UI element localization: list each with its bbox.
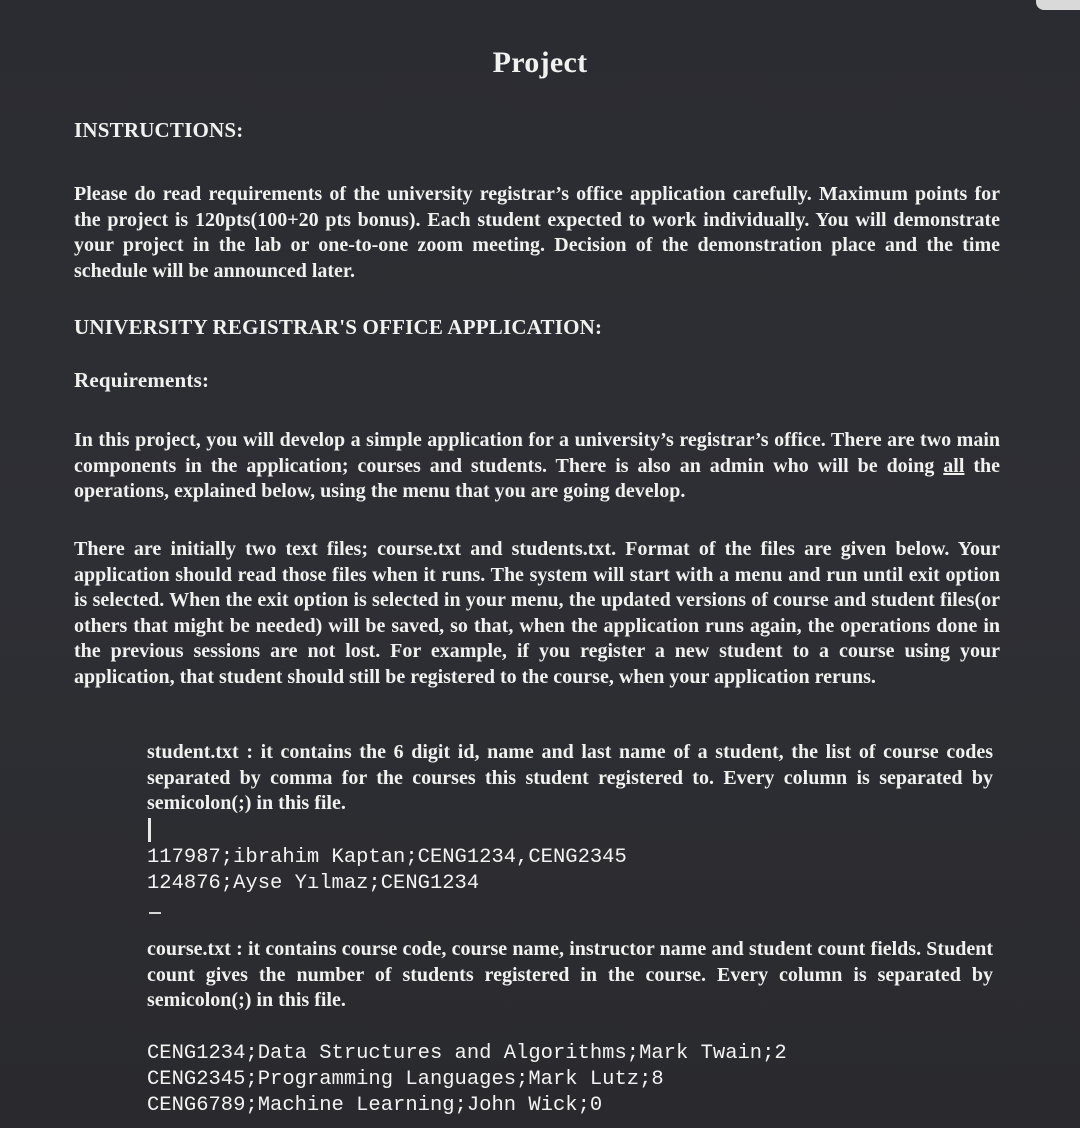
intro-text-start: In this project, you will develop a simple application for a university’s registrar’s office. There are two main components in the application; courses and students. There is also an admin who will be doing <box>74 429 1000 477</box>
separator-dash <box>149 912 161 914</box>
files-paragraph: There are initially two text files; course.txt and students.txt. Format of the files are given below. Your application should read those files when it runs. The system will start with a menu and run until exit option is selected. When the exit option is selected in your menu, the updated versions of course and student files(or others that might be needed) will be saved, so that, when the application runs again, the operations done in the previous sessions are not lost. For example, if you register a new student to a course using your application, that student should still be registered to the course, when your application reruns. <box>74 538 1000 688</box>
window-corner <box>1036 0 1080 10</box>
course-line: CENG1234;Data Structures and Algorithms;Mark Twain;2 <box>147 1042 787 1065</box>
intro-text-end: the operations, explained below, using the menu that you are going develop. <box>74 454 1000 502</box>
course-line: CENG2345;Programming Languages;Mark Lutz;8 <box>147 1068 664 1091</box>
instructions-heading: INSTRUCTIONS: <box>74 118 244 142</box>
course-file-sample <box>147 1041 787 1119</box>
intro-underlined-word: all <box>943 454 965 477</box>
text-cursor <box>148 818 151 842</box>
student-file-sample <box>147 845 627 897</box>
intro-paragraph <box>74 428 1000 505</box>
requirements-heading: Requirements: <box>74 368 210 392</box>
instructions-paragraph: Please do read requirements of the university registrar’s office application carefully. Maximum points for the project is 120pts(100+20 pts bonus). Each student expected to work individually. You will demonstrate your project in the lab or one-to-one zoom meeting. Decision of the demonstration place and the time schedule will be announced later. <box>74 183 1000 282</box>
student-file-description <box>147 740 993 817</box>
student-line: 124876;Ayse Yılmaz;CENG1234 <box>147 872 480 895</box>
student-line: 117987;ibrahim Kaptan;CENG1234,CENG2345 <box>147 846 627 869</box>
student-file-text: it contains the 6 digit id, name and last name of a student, the list of course codes separated by comma for the courses this student registered to. Every column is separated by semicolon(;) in this file. <box>147 741 993 814</box>
student-file-label: student.txt : <box>147 741 253 763</box>
course-file-description <box>147 937 993 1014</box>
application-heading: UNIVERSITY REGISTRAR'S OFFICE APPLICATION: <box>74 315 603 339</box>
course-file-text: it contains course code, course name, instructor name and student count fields. Student count gives the number of students registered in the course. Every column is separated by semicolon(;) in this file. <box>147 938 993 1011</box>
course-file-label: course.txt : <box>147 938 243 960</box>
page-title: Project <box>492 46 588 79</box>
course-line: CENG6789;Machine Learning;John Wick;0 <box>147 1094 603 1117</box>
